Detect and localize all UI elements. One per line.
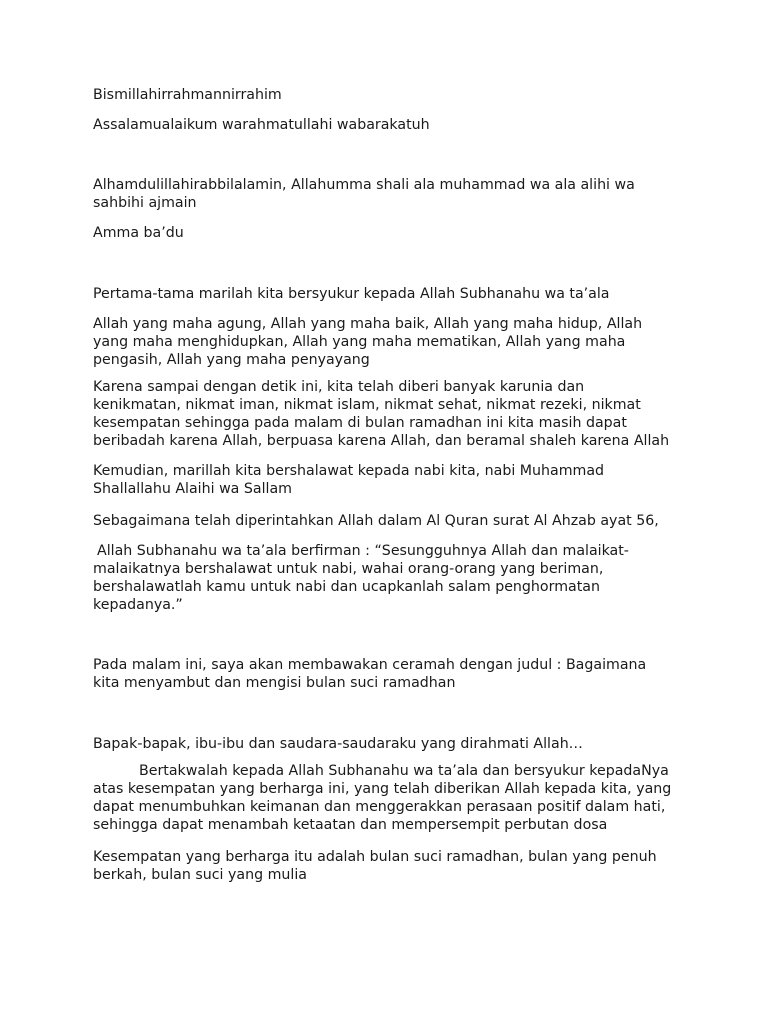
shalawat-paragraph <box>93 462 683 498</box>
text-line: Karena sampai dengan detik ini, kita telah diberi banyak karunia dan <box>93 379 585 395</box>
quran-quote <box>93 542 683 614</box>
text-line: Allah Subhanahu wa ta’ala berfirman : “Sesungguhnya Allah dan malaikat- <box>97 543 629 559</box>
attributes-paragraph <box>93 315 683 369</box>
text-line: malaikatnya bershalawat untuk nabi, wahai orang-orang yang beriman, <box>93 561 604 577</box>
opening-basmala <box>93 86 683 104</box>
praise-paragraph <box>93 176 683 212</box>
text-line: Kesempatan yang berharga itu adalah bulan suci ramadhan, bulan yang penuh <box>93 849 657 865</box>
gratitude-paragraph <box>93 285 683 303</box>
text-line: sehingga dapat menambah ketaatan dan mempersempit perbutan dosa <box>93 817 608 833</box>
text-line: pengasih, Allah yang maha penyayang <box>93 352 370 368</box>
text-line: sahbihi ajmain <box>93 195 197 211</box>
text-line: Sebagaimana telah diperintahkan Allah dalam Al Quran surat Al Ahzab ayat 56, <box>93 513 659 529</box>
text-line: kesempatan sehingga pada malam di bulan ramadhan ini kita masih dapat <box>93 415 627 431</box>
text-line: Amma ba’du <box>93 225 184 241</box>
blessings-paragraph <box>93 378 683 450</box>
text-line: Shallallahu Alaihi wa Sallam <box>93 481 292 497</box>
text-line: Allah yang maha agung, Allah yang maha baik, Allah yang maha hidup, Allah <box>93 316 643 332</box>
text-line: dapat menumbuhkan keimanan dan menggerakkan perasaan positif dalam hati, <box>93 799 666 815</box>
text-line: Pertama-tama marilah kita bersyukur kepada Allah Subhanahu wa ta’ala <box>93 286 610 302</box>
sermon-topic <box>93 656 683 692</box>
taqwa-paragraph <box>93 762 683 834</box>
text-line: beribadah karena Allah, berpuasa karena Allah, dan beramal shaleh karena Allah <box>93 433 670 449</box>
text-line: Bapak-bapak, ibu-ibu dan saudara-saudaraku yang dirahmati Allah… <box>93 736 583 752</box>
amma-badu <box>93 224 683 242</box>
ramadhan-paragraph <box>93 848 683 884</box>
text-line: kita menyambut dan mengisi bulan suci ramadhan <box>93 675 456 691</box>
text-line: kenikmatan, nikmat iman, nikmat islam, nikmat sehat, nikmat rezeki, nikmat <box>93 397 641 413</box>
text-line: atas kesempatan yang berharga ini, yang telah diberikan Allah kepada kita, yang <box>93 781 672 797</box>
text-line: berkah, bulan suci yang mulia <box>93 867 307 883</box>
text-line: Alhamdulillahirabbilalamin, Allahumma shali ala muhammad wa ala alihi wa <box>93 177 635 193</box>
text-line: Bertakwalah kepada Allah Subhanahu wa ta’ala dan bersyukur kepadaNya <box>139 763 669 779</box>
text-line: yang maha menghidupkan, Allah yang maha mematikan, Allah yang maha <box>93 334 626 350</box>
text-line: Kemudian, marillah kita bershalawat kepada nabi kita, nabi Muhammad <box>93 463 605 479</box>
text-line: Pada malam ini, saya akan membawakan ceramah dengan judul : Bagaimana <box>93 657 647 673</box>
text-line: Assalamualaikum warahmatullahi wabarakatuh <box>93 117 430 133</box>
text-line: Bismillahirrahmannirrahim <box>93 87 282 103</box>
audience-address <box>93 735 683 753</box>
text-line: bershalawatlah kamu untuk nabi dan ucapkanlah salam penghormatan <box>93 579 600 595</box>
quran-reference <box>93 512 683 530</box>
text-line: kepadanya.” <box>93 597 183 613</box>
greeting <box>93 116 683 134</box>
